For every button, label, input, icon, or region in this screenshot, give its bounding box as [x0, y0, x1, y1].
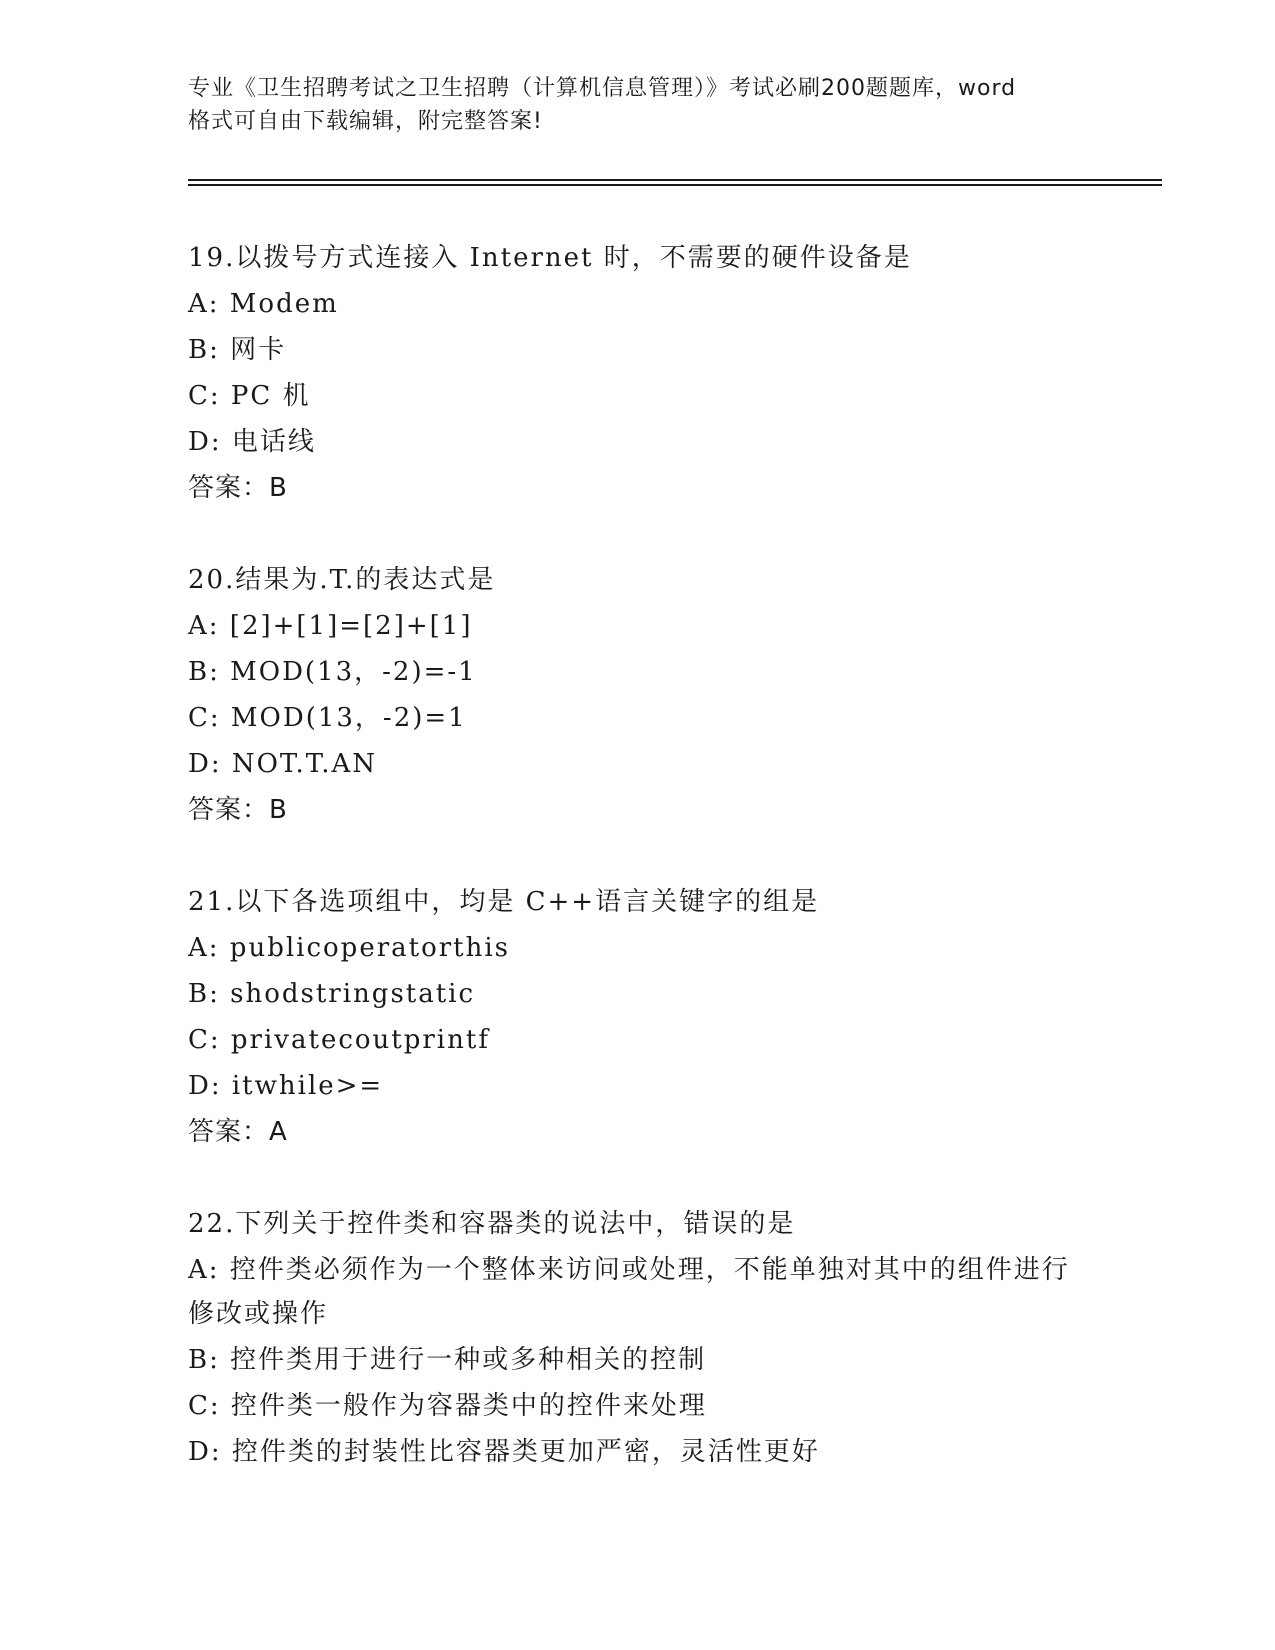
- header-line-1: 专业《卫生招聘考试之卫生招聘（计算机信息管理）》考试必刷200题题库，word: [188, 76, 1017, 101]
- option-a: A: Modem: [188, 289, 339, 319]
- answer-label: 答案：B: [188, 473, 288, 503]
- question-21: [188, 887, 1088, 1147]
- option-a: A: 控件类必须作为一个整体来访问或处理，不能单独对其中的组件进行修改或操作: [188, 1255, 1070, 1329]
- option-c: C: PC 机: [188, 381, 311, 411]
- option-d: D: itwhile>=: [188, 1071, 384, 1101]
- question-stem: 20.结果为.T.的表达式是: [188, 565, 496, 595]
- answer-label: 答案：B: [188, 795, 288, 825]
- option-a: A: [2]+[1]=[2]+[1]: [188, 611, 473, 641]
- question-22: [188, 1209, 1088, 1483]
- option-b: B: 控件类用于进行一种或多种相关的控制: [188, 1345, 707, 1375]
- option-c: C: MOD(13，-2)=1: [188, 703, 467, 733]
- option-b: B: 网卡: [188, 335, 287, 365]
- option-a: A: publicoperatorthis: [188, 933, 511, 963]
- option-d: D: 电话线: [188, 427, 316, 457]
- option-c: C: privatecoutprintf: [188, 1025, 490, 1055]
- document-header: [188, 72, 1088, 138]
- header-line-2: 格式可自由下载编辑，附完整答案!: [188, 109, 543, 134]
- question-stem: 21.以下各选项组中，均是 C++语言关键字的组是: [188, 887, 820, 917]
- option-b: B: MOD(13，-2)=-1: [188, 657, 477, 687]
- question-stem: 22.下列关于控件类和容器类的说法中，错误的是: [188, 1209, 796, 1239]
- question-19: [188, 243, 1088, 503]
- header-divider-top: [188, 179, 1162, 181]
- answer-label: 答案：A: [188, 1117, 288, 1147]
- option-d: D: NOT.T.AN: [188, 749, 378, 779]
- option-c: C: 控件类一般作为容器类中的控件来处理: [188, 1391, 707, 1421]
- question-20: [188, 565, 1088, 825]
- header-divider-bottom: [188, 184, 1162, 186]
- option-b: B: shodstringstatic: [188, 979, 476, 1009]
- question-stem: 19.以拨号方式连接入 Internet 时，不需要的硬件设备是: [188, 243, 912, 273]
- option-d: D: 控件类的封装性比容器类更加严密，灵活性更好: [188, 1437, 820, 1467]
